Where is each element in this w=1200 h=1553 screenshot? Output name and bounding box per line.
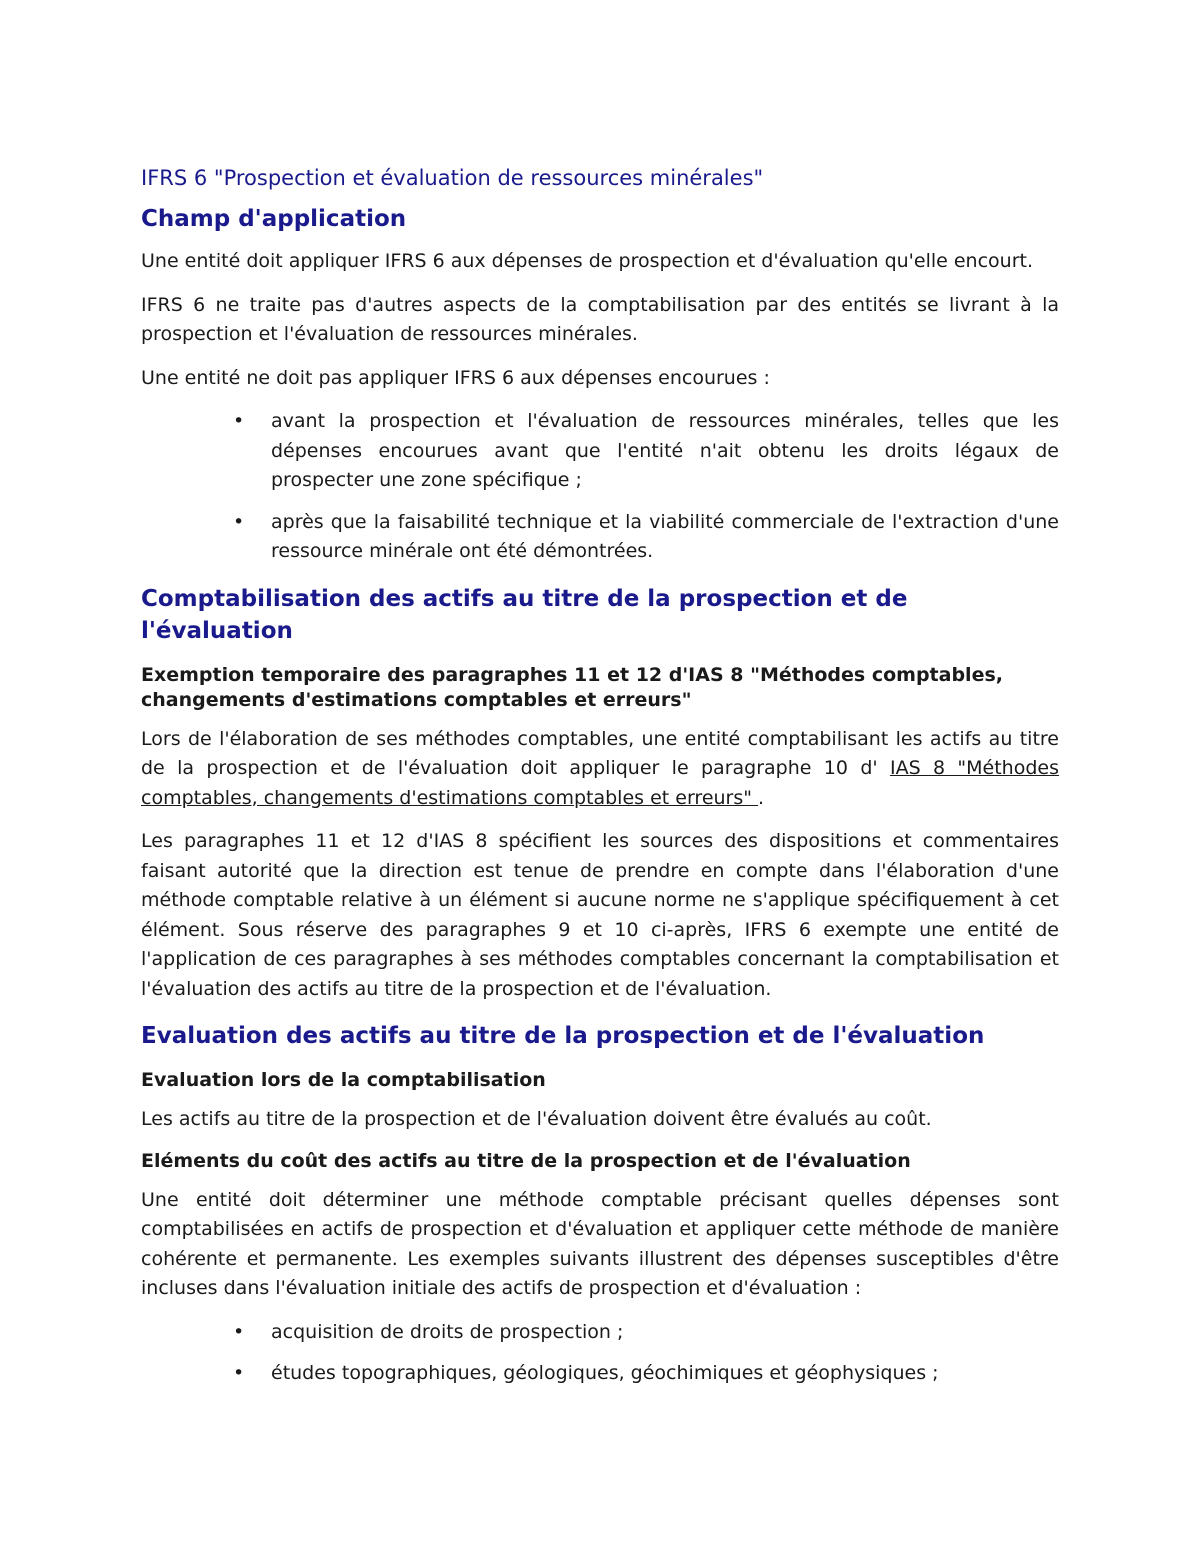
bullet-icon: • — [233, 510, 245, 533]
bullet-icon: • — [233, 1362, 245, 1384]
subheading-evaluation-comptabilisation: Evaluation lors de la comptabilisation — [141, 1069, 546, 1091]
document-page — [141, 163, 1059, 1389]
paragraph-scope-2: IFRS 6 ne traite pas d'autres aspects de la comptabilisation par des entités se livrant à la prospection et l'évaluation de ressources minérales. — [141, 293, 1059, 345]
paragraph-scope-3: Une entité ne doit pas appliquer IFRS 6 aux dépenses encourues : — [141, 366, 770, 389]
bullet-icon: • — [233, 1320, 245, 1343]
paragraph-exemption-1 — [141, 725, 1059, 814]
scope-exclusion-list — [141, 407, 1059, 567]
heading-comptabilisation: Comptabilisation des actifs au titre de la prospection et de l'évaluation — [141, 585, 908, 644]
list-item — [141, 1359, 1059, 1389]
cost-elements-list — [141, 1318, 1059, 1389]
paragraph-exemption-2: Les paragraphes 11 et 12 d'IAS 8 spécifient les sources des dispositions et commentaires faisant autorité que la direction est tenue de prendre en compte dans l'élaboration d'une méthode comptable relative à un élément si aucune norme ne s'applique spécifiquement à cet élément. Sous réserve des paragraphes 9 et 10 ci-après, IFRS 6 exempte une entité de l'application de ces paragraphes à ses méthodes comptables concernant la comptabilisation et l'évaluation des actifs au titre de la prospection et de l'évaluation. — [141, 830, 1059, 1000]
bullet-icon: • — [233, 410, 245, 432]
paragraph-scope-1: Une entité doit appliquer IFRS 6 aux dépenses de prospection et d'évaluation qu'elle encourt. — [141, 250, 1034, 272]
list-item-text: avant la prospection et l'évaluation de ressources minérales, telles que les dépenses encourues avant que l'entité n'ait obtenu les droits légaux de prospecter une zone spécifique ; — [271, 410, 1059, 491]
paragraph-elements-cout: Une entité doit déterminer une méthode comptable précisant quelles dépenses sont comptabilisées en actifs de prospection et d'évaluation et appliquer cette méthode de manière cohérente et permanente. Les exemples suivants illustrent des dépenses susceptibles d'être incluses dans l'évaluation initiale des actifs de prospection et d'évaluation : — [141, 1188, 1059, 1299]
list-item-text: études topographiques, géologiques, géochimiques et géophysiques ; — [271, 1362, 939, 1384]
list-item — [141, 407, 1059, 496]
subheading-elements-cout: Eléments du coût des actifs au titre de la prospection et de l'évaluation — [141, 1149, 911, 1172]
paragraph-text: Lors de l'élaboration de ses méthodes comptables, une entité comptabilisant les actifs au titre de la prospection et de l'évaluation doit appliquer le paragraphe 10 d' — [141, 727, 1059, 779]
subheading-exemption: Exemption temporaire des paragraphes 11 et 12 d'IAS 8 "Méthodes comptables, changements d'estimations comptables et erreurs" — [141, 663, 1003, 711]
list-item — [141, 508, 1059, 567]
heading-champ-application: Champ d'application — [141, 206, 407, 232]
document-title: IFRS 6 "Prospection et évaluation de ressources minérales" — [141, 166, 764, 190]
paragraph-evaluation-cost: Les actifs au titre de la prospection et de l'évaluation doivent être évalués au coût. — [141, 1108, 932, 1130]
list-item-text: acquisition de droits de prospection ; — [271, 1320, 624, 1343]
list-item — [141, 1318, 1059, 1348]
list-item-text: après que la faisabilité technique et la viabilité commerciale de l'extraction d'une ressource minérale ont été démontrées. — [271, 510, 1059, 562]
heading-evaluation: Evaluation des actifs au titre de la prospection et de l'évaluation — [141, 1023, 985, 1049]
ias8-link[interactable]: IAS 8 "Méthodes comptables, changements d'estimations comptables et erreurs" — [141, 757, 1059, 809]
paragraph-end: . — [758, 786, 765, 809]
